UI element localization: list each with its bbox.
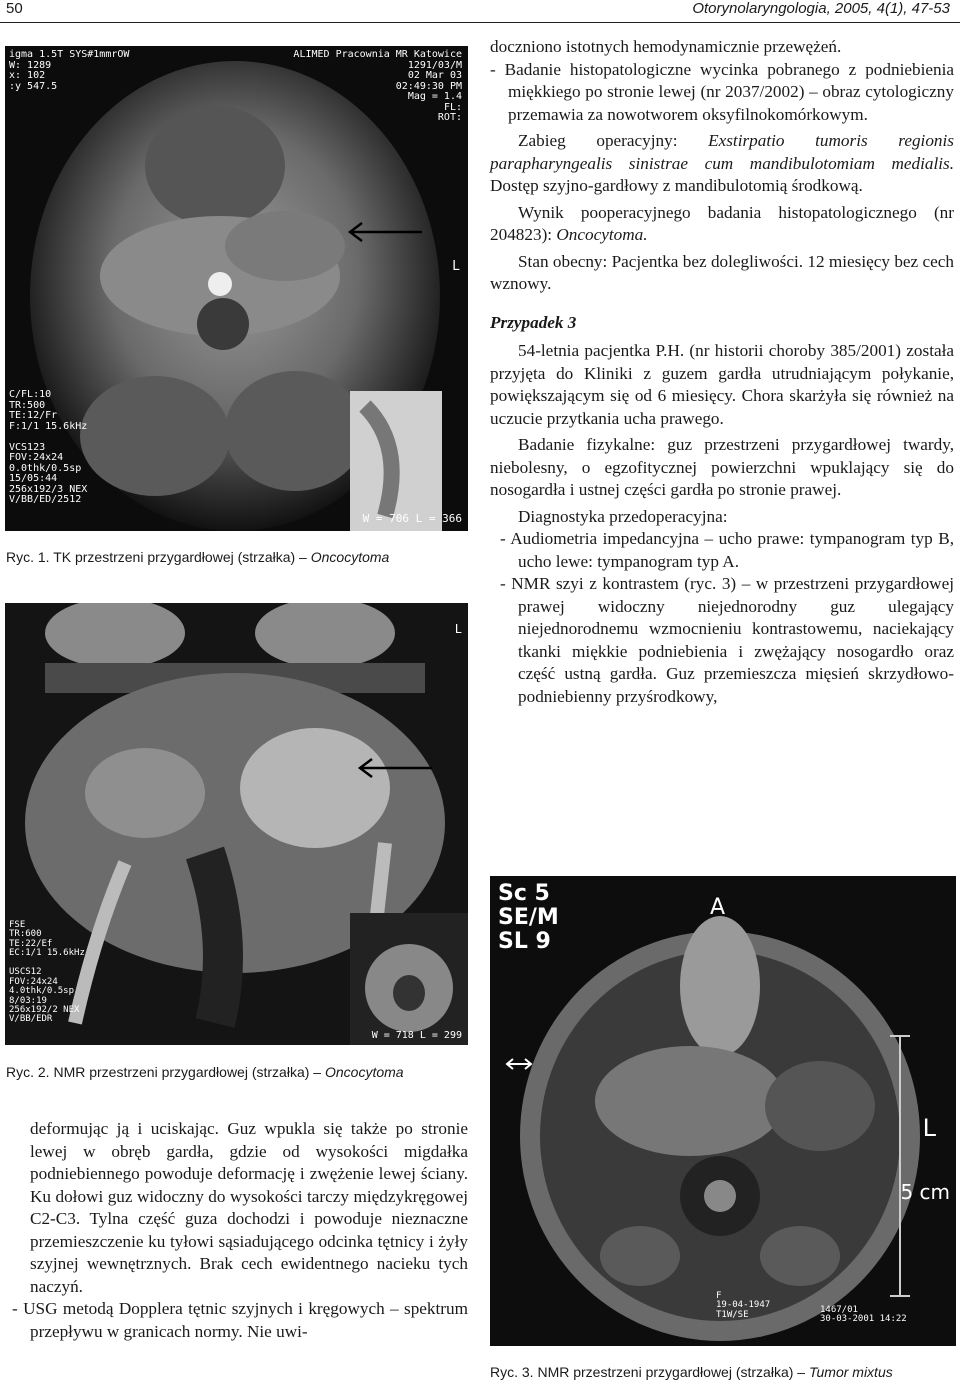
figure-1-caption-text: Ryc. 1. TK przestrzeni przygardłowej (strzałka) – — [6, 549, 307, 565]
diagnosis-italic: Oncocytoma. — [556, 225, 648, 244]
text-span: Wynik pooperacyjnego badania histopatologicznego (nr 204823): — [490, 202, 954, 244]
figure-2-caption — [6, 1064, 404, 1080]
right-column-text — [490, 36, 954, 708]
figure-3-letter-a: A — [710, 895, 726, 920]
figure-1-ct-image — [5, 46, 468, 531]
page-header — [0, 0, 960, 24]
journal-reference: Otorynolaryngologia, 2005, 4(1), 47-53 — [692, 0, 950, 17]
text-span: Dostęp szyjno-gardłowy z mandibulotomią środkową. — [490, 176, 863, 195]
paragraph: Badanie fizykalne: guz przestrzeni przygardłowej twardy, niebolesny, o egzofitycznej powierzchni wpuklający się do nosogardła i ustnej części gardła po stronie prawej. — [490, 435, 954, 499]
figure-3-mr-image — [490, 876, 956, 1346]
figure-2-overlay-bottom-right: W = 718 L = 299 — [371, 1029, 462, 1041]
figure-2-mr-image — [5, 603, 468, 1045]
figure-3-overlay-bottom-right: 1467/01 30-03-2001 14:22 — [820, 1305, 907, 1325]
left-column-text — [6, 1118, 468, 1343]
figure-1-overlay-bottom-right: W = 706 L = 366 — [362, 512, 462, 526]
figure-3-double-arrow-icon — [504, 1056, 534, 1072]
figure-1-side-letter: L — [452, 259, 460, 274]
figure-2-side-letter: L — [454, 622, 462, 636]
figure-2-overlay-bottom-left: FSE TR:600 TE:22/Ef EC:1/1 15.6kHz USCS12 FOV:24x24 4.0thk/0.5sp 8/03:19 256x192/2 NEX V/BB/EDR — [9, 920, 85, 1025]
figure-3-scale-label: 5 cm — [900, 1180, 950, 1204]
list-item: - USG metodą Dopplera tętnic szyjnych i kręgowych – spektrum przepływu w granicach normy. Nie uwi- — [12, 1299, 468, 1341]
figure-1-caption-italic: Oncocytoma — [310, 549, 390, 565]
paragraph: deformując ją i uciskając. Guz wpukla się także po stronie lewej w obręb gardła, gdzie od wysokości migdałka podniebiennego powoduje deformację i zwężenie lewej ściany. Ku dołowi guz widoczny do wysokości tarczy międzykręgowej C2-C3. Tylna część guza dochodzi i powoduje nieznaczne przemieszczenie ku tyłowi sąsiadującego odcinka tętnicy i żyły szyjnej wewnętrznych. Brak cech ewidentnego nacieku tych naczyń. — [30, 1119, 468, 1296]
figure-1-overlay-top-left: igma 1.5T SYS#1mmrOW W: 1289 x: 102 :y 547.5 — [9, 49, 130, 92]
text-span: Zabieg operacyjny: — [518, 131, 709, 150]
paragraph: Stan obecny: Pacjentka bez dolegliwości. 12 miesięcy bez cech wznowy. — [490, 251, 954, 293]
paragraph: Diagnostyka przedoperacyjna: — [518, 506, 728, 526]
figure-3-letter-l: L — [922, 1114, 936, 1142]
page-number: 50 — [6, 0, 23, 17]
figure-2-caption-italic: Oncocytoma — [324, 1064, 404, 1080]
list-item: - Audiometria impedancyjna – ucho prawe: tympanogram typ B, ucho lewe: tympanogram typ A. — [500, 529, 954, 571]
paragraph: doczniono istotnych hemodynamicznie przewężeń. — [490, 37, 842, 56]
figure-3-overlay-top-left: Sc 5 SE/M SL 9 — [498, 881, 559, 955]
figure-3-caption-text: Ryc. 3. NMR przestrzeni przygardłowej (strzałka) – — [490, 1364, 806, 1380]
figure-1-overlay-bottom-left: C/FL:10 TR:500 TE:12/Fr F:1/1 15.6kHz VCS123 FOV:24x24 0.0thk/0.5sp 15/05:44 256x192/3 NEX V/BB/ED/2512 — [9, 389, 88, 505]
figure-1-overlay-top-right: ALIMED Pracownia MR Katowice 1291/03/M 02 Mar 03 02:49:30 PM Mag = 1.4 FL: ROT: — [293, 49, 462, 123]
figure-1-arrow-icon — [344, 220, 424, 244]
figure-3-caption — [490, 1364, 893, 1380]
list-item: - Badanie histopatologiczne wycinka pobranego z podniebienia miękkiego po stronie lewej (nr 2037/2002) – obraz cytologiczny przemawia za nowotworem oksyfilnokomórkowym. — [490, 59, 954, 124]
figure-1-caption — [6, 549, 389, 565]
latin-procedure: Exstirpatio tumoris regionis parapharyngealis sinistrae cum mandibulotomiam medialis. — [490, 131, 954, 173]
paragraph — [490, 202, 954, 247]
paragraph — [490, 130, 954, 198]
section-heading: Przypadek 3 — [490, 312, 577, 332]
list-item: - NMR szyi z kontrastem (ryc. 3) – w przestrzeni przygardłowej prawej widoczny niejednorodny guz ulegający niejednorodnemu wzmocnieniu kontrastowemu, naciekający tkanki miękkie podniebienia i zwężający nosogardło oraz część ustną gardła. Guz przemieszcza mięsień skrzydłowo-podniebienny przyśrodkowy, — [500, 574, 954, 706]
figure-3-overlay-bottom: F 19-04-1947 T1W/SE — [716, 1291, 771, 1320]
figure-2-arrow-icon — [354, 756, 434, 780]
figure-3-scan-graphic — [490, 876, 956, 1346]
paragraph: 54-letnia pacjentka P.H. (nr historii choroby 385/2001) została przyjęta do Kliniki z guzem gardła utrudniającym połykanie, powiększającym się od 6 miesięcy. Chora skarżyła się również na uczucie przytkania ucha prawego. — [490, 341, 954, 428]
figure-3-caption-italic: Tumor mixtus — [808, 1364, 893, 1380]
figure-2-caption-text: Ryc. 2. NMR przestrzeni przygardłowej (strzałka) – — [6, 1064, 322, 1080]
header-rule — [0, 22, 960, 23]
